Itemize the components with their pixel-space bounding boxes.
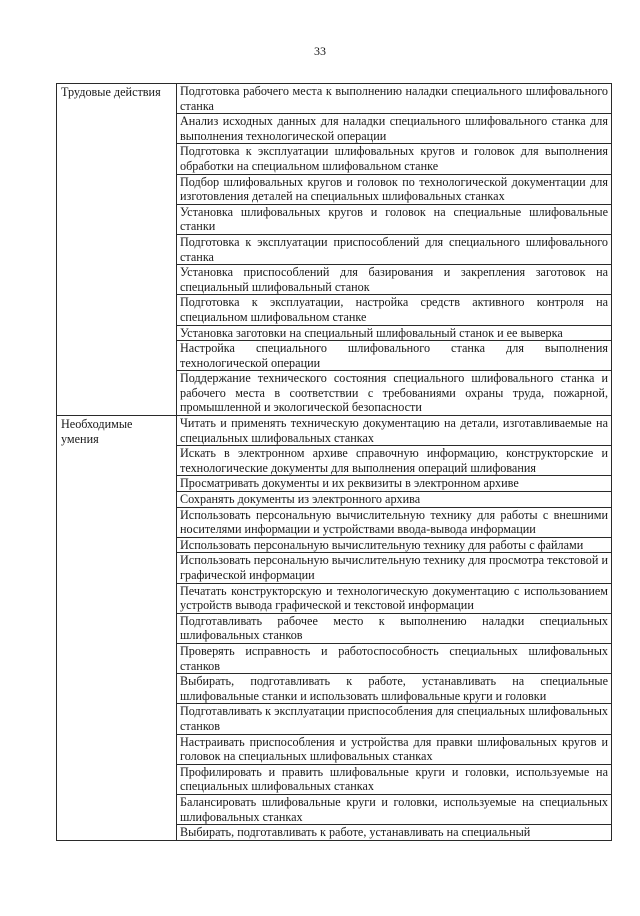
table-cell: Балансировать шлифовальные круги и головки, используемые на специальных шлифовальных станках — [177, 794, 612, 824]
table-row — [57, 84, 612, 114]
section-label-required-skills: Необходимые умения — [57, 416, 177, 841]
table-cell: Искать в электронном архиве справочную информацию, конструкторские и технологические документы для выполнения операций шлифования — [177, 446, 612, 476]
table-cell: Подготовка к эксплуатации приспособлений для специального шлифовального станка — [177, 234, 612, 264]
table-cell: Установка шлифовальных кругов и головок на специальные шлифовальные станки — [177, 204, 612, 234]
table-cell: Подготавливать рабочее место к выполнению наладки специальных шлифовальных станков — [177, 613, 612, 643]
table-cell: Профилировать и править шлифовальные круги и головки, используемые на специальных шлифовальных станках — [177, 764, 612, 794]
page-bottom-edge — [56, 897, 612, 916]
table-cell: Подготовка к эксплуатации шлифовальных кругов и головок для выполнения обработки на специальном шлифовальном станке — [177, 144, 612, 174]
table-cell: Подготовка рабочего места к выполнению наладки специального шлифовального станка — [177, 84, 612, 114]
labor-functions-table — [56, 83, 612, 841]
table-cell: Использовать персональную вычислительную технику для работы с файлами — [177, 537, 612, 553]
section-label-labor-actions: Трудовые действия — [57, 84, 177, 416]
table-cell: Анализ исходных данных для наладки специального шлифовального станка для выполнения технологической операции — [177, 114, 612, 144]
table-cell: Поддержание технического состояния специального шлифовального станка и рабочего места в соответствии с требованиями охраны труда, пожарной, промышленной и экологической безопасности — [177, 371, 612, 416]
table-cell: Настраивать приспособления и устройства для правки шлифовальных кругов и головок на специальных шлифовальных станках — [177, 734, 612, 764]
table-cell: Проверять исправность и работоспособность специальных шлифовальных станков — [177, 643, 612, 673]
table-cell: Читать и применять техническую документацию на детали, изготавливаемые на специальных шлифовальных станках — [177, 416, 612, 446]
table-cell: Выбирать, подготавливать к работе, устанавливать на специальный — [177, 825, 612, 841]
table-cell: Просматривать документы и их реквизиты в электронном архиве — [177, 476, 612, 492]
table-cell: Выбирать, подготавливать к работе, устанавливать на специальные шлифовальные станки и использовать шлифовальные круги и головки — [177, 674, 612, 704]
table-cell: Установка заготовки на специальный шлифовальный станок и ее выверка — [177, 325, 612, 341]
table-cell: Печатать конструкторскую и технологическую документацию с использованием устройств вывода графической и текстовой информации — [177, 583, 612, 613]
page-number: 33 — [314, 44, 326, 58]
table-cell: Использовать персональную вычислительную технику для просмотра текстовой и графической информации — [177, 553, 612, 583]
table-cell: Подготавливать к эксплуатации приспособления для специальных шлифовальных станков — [177, 704, 612, 734]
table-cell: Использовать персональную вычислительную технику для работы с внешними носителями информации и устройствами ввода-вывода информации — [177, 507, 612, 537]
table-cell: Настройка специального шлифовального станка для выполнения технологической операции — [177, 341, 612, 371]
table-cell: Установка приспособлений для базирования и закрепления заготовок на специальный шлифовальный станок — [177, 265, 612, 295]
table-row — [57, 416, 612, 446]
table-cell: Подбор шлифовальных кругов и головок по технологической документации для изготовления деталей на специальных шлифовальных станках — [177, 174, 612, 204]
table-cell: Подготовка к эксплуатации, настройка средств активного контроля на специальном шлифовальном станке — [177, 295, 612, 325]
table-cell: Сохранять документы из электронного архива — [177, 492, 612, 508]
